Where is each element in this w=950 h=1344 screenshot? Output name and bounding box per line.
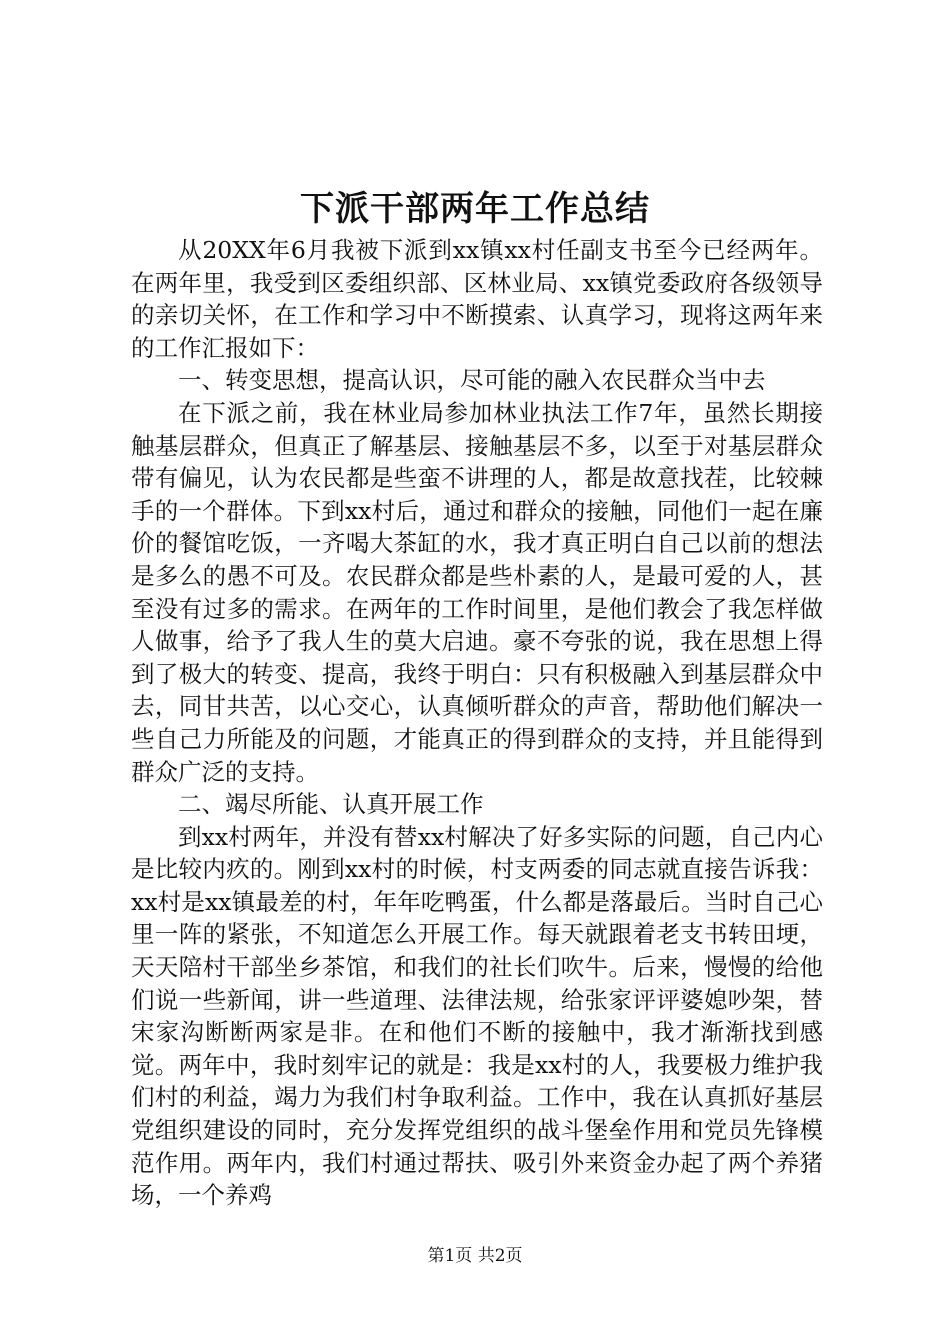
section-heading-1: 一、转变思想，提高认识，尽可能的融入农民群众当中去 bbox=[178, 366, 766, 395]
section-2-paragraph: 到xx村两年，并没有替xx村解决了好多实际的问题，自己内心是比较内疚的。刚到xx村的时候，村支两委的同志就直接告诉我：xx村是xx镇最差的村，年年吃鸭蛋，什么都是落最后。当时自己心里一阵的紧张，不知道怎么开展工作。每天就跟着老支书转田埂，天天陪村干部坐乡茶馆，和我们的社长们吹牛。后来，慢慢的给他们说一些新闻，讲一些道理、法律法规，给张家评评婆媳吵架，替宋家沟断断两家是非。在和他们不断的接触中，我才渐渐找到感觉。两年中，我时刻牢记的就是：我是xx村的人，我要极力维护我们村的利益，竭力为我们村争取利益。工作中，我在认真抓好基层党组织建设的同时，充分发挥党组织的战斗堡垒作用和党员先锋模范作用。两年内，我们村通过帮扶、吸引外来资金办起了两个养猪场，一个养鸡 bbox=[131, 822, 823, 1210]
section-heading-2: 二、竭尽所能、认真开展工作 bbox=[178, 790, 484, 819]
document-title: 下派干部两年工作总结 bbox=[300, 189, 650, 229]
document-body bbox=[131, 234, 823, 1212]
intro-paragraph: 从20XX年6月我被下派到xx镇xx村任副支书至今已经两年。在两年里，我受到区委组织部、区林业局、xx镇党委政府各级领导的亲切关怀，在工作和学习中不断摸索、认真学习，现将这两年来的工作汇报如下： bbox=[131, 236, 823, 362]
section-1-paragraph: 在下派之前，我在林业局参加林业执法工作7年，虽然长期接触基层群众，但真正了解基层、接触基层不多，以至于对基层群众带有偏见，认为农民都是些蛮不讲理的人，都是故意找茬，比较棘手的一个群体。下到xx村后，通过和群众的接触，同他们一起在廉价的餐馆吃饭，一齐喝大茶缸的水，我才真正明白自己以前的想法是多么的愚不可及。农民群众都是些朴素的人，是最可爱的人，甚至没有过多的需求。在两年的工作时间里，是他们教会了我怎样做人做事，给予了我人生的莫大启迪。豪不夸张的说，我在思想上得到了极大的转变、提高，我终于明白：只有积极融入到基层群众中去，同甘共苦，以心交心，认真倾听群众的声音，帮助他们解决一些自己力所能及的问题，才能真正的得到群众的支持，并且能得到群众广泛的支持。 bbox=[131, 398, 823, 786]
page-number-footer: 第1页 共2页 bbox=[427, 1246, 523, 1266]
